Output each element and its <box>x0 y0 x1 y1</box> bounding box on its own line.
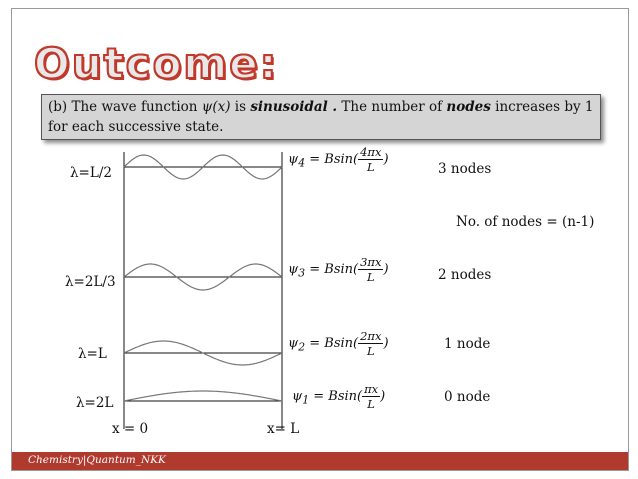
lambda-label-4: λ=L/2 <box>70 165 112 181</box>
equation-psi-1: $\psi_1 = Bsin$( $\frac{\pi x}{L}$ ) <box>292 382 386 411</box>
x-origin-label: x = 0 <box>112 421 149 437</box>
callout-nodes: nodes <box>446 99 491 115</box>
callout-is: is <box>230 99 251 115</box>
equation-psi-2: $\psi_2 = Bsin$( $\frac{2\pi x}{L}$ ) <box>288 329 389 358</box>
callout-sinusoidal: sinusoidal . <box>250 99 338 115</box>
callout-mid: The number of <box>337 99 447 115</box>
lambda-label-2: λ=L <box>78 346 107 362</box>
callout-prefix: (b) The wave function <box>48 99 202 115</box>
nodes-label-4: 3 nodes <box>438 161 492 177</box>
page-title: Outcome: <box>34 39 279 88</box>
callout-suffix: increases by 1 for each successive state. <box>48 99 594 135</box>
footer-text: Chemistry|Quantum_NKK <box>28 454 166 466</box>
x-end-label: x= L <box>267 421 300 437</box>
nodes-label-1: 0 node <box>444 389 491 405</box>
equation-psi-3: $\psi_3 = Bsin$( $\frac{3\pi x}{L}$ ) <box>288 255 389 284</box>
lambda-label-1: λ=2L <box>76 395 114 411</box>
slide <box>11 8 629 471</box>
footer-bar <box>12 452 628 470</box>
lambda-label-3: λ=2L/3 <box>65 274 116 290</box>
equation-psi-4: $\psi_4 = Bsin$( $\frac{4\pi x}{L}$ ) <box>288 145 389 174</box>
nodes-label-3: 2 nodes <box>438 267 492 283</box>
node-rule: No. of nodes = (n-1) <box>456 214 595 230</box>
callout-psi: ψ(x) <box>201 99 231 115</box>
nodes-label-2: 1 node <box>444 336 491 352</box>
wave-function-curve <box>124 391 282 401</box>
